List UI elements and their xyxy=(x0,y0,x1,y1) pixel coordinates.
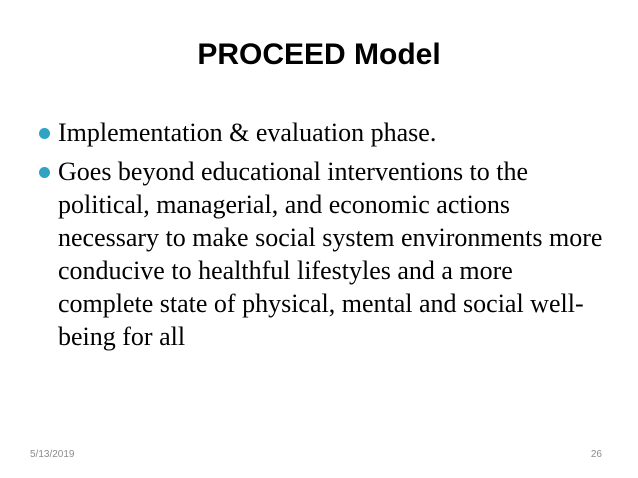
bullet-icon xyxy=(39,128,50,139)
bullet-list xyxy=(32,116,612,359)
footer-date: 5/13/2019 xyxy=(30,449,75,460)
slide-title: PROCEED Model xyxy=(197,38,441,71)
footer-page-number: 26 xyxy=(590,449,602,460)
bullet-item xyxy=(32,116,612,149)
bullet-item xyxy=(32,155,612,353)
bullet-text: Implementation & evaluation phase. xyxy=(58,118,437,147)
bullet-text: Goes beyond educational interventions to the political, managerial, and economic actions necessary to make social system environments more conducive to healthful lifestyles and a more complete state of physical, mental and social well- being for all xyxy=(58,157,603,351)
bullet-icon xyxy=(39,167,50,178)
